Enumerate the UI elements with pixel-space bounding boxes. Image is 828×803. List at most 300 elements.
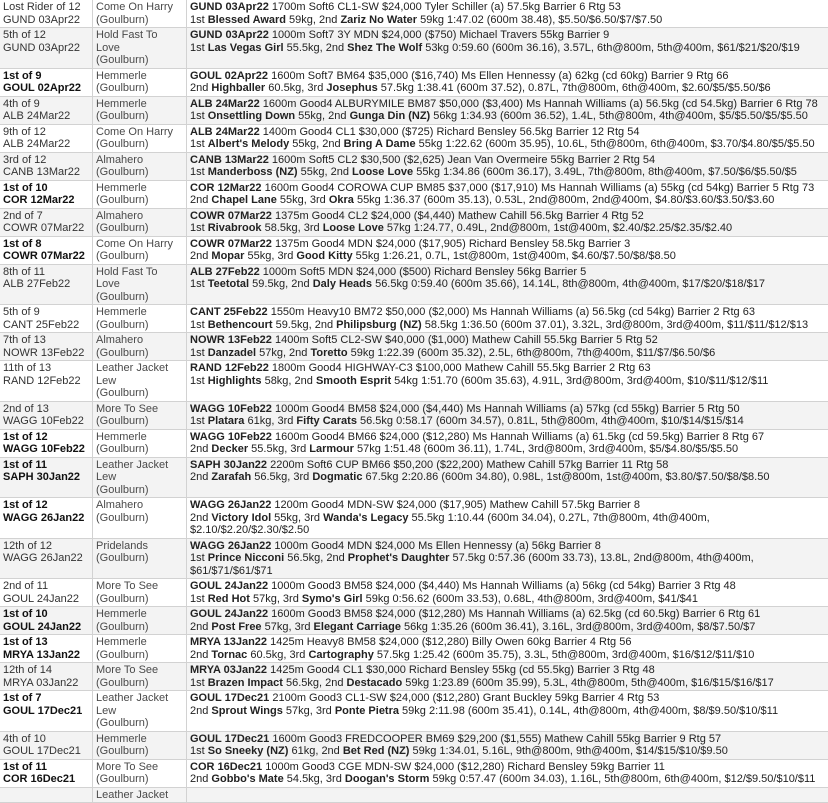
race-placings xyxy=(190,14,825,27)
placing-prefix: 2nd xyxy=(190,649,211,661)
horse-cell xyxy=(93,28,187,69)
trainer-location: (Goulburn) xyxy=(96,222,183,235)
finish-cell xyxy=(0,759,93,787)
finish-position: 5th of 9 xyxy=(3,306,89,319)
race-info xyxy=(190,580,825,593)
finish-cell xyxy=(0,68,93,96)
race-result-details: 55kg 1:36.37 (600m 35.13), 0.53L, 2nd@800m, 2nd@400m, $4.80/$3.60/$3.50/$3.60 xyxy=(354,194,774,206)
horse-name-link[interactable]: Almahero xyxy=(96,210,183,223)
race-placings xyxy=(190,82,825,95)
race-info xyxy=(190,692,825,705)
placed-horse-2: Larmour xyxy=(309,443,354,455)
placing-prefix: 2nd xyxy=(190,471,211,483)
race-placings xyxy=(190,278,825,291)
form-row xyxy=(0,401,828,429)
placing-middle: 55kg, 3rd xyxy=(244,250,296,262)
placed-horse-1: Sprout Wings xyxy=(211,705,282,717)
race-track-date: GOUL 02Apr22 xyxy=(190,70,268,82)
race-cell xyxy=(187,124,828,152)
race-result-details: 67.5kg 2:20.86 (600m 34.80), 0.98L, 1st@800m, 1st@400m, $3.80/$7.50/$8/$8.50 xyxy=(362,471,769,483)
trainer-location: (Goulburn) xyxy=(96,415,183,428)
finish-position: 1st of 11 xyxy=(3,459,89,472)
race-result-details: 58.5kg 1:36.50 (600m 37.01), 3.32L, 3rd@800m, 3rd@400m, $11/$11/$12/$13 xyxy=(422,319,808,331)
race-cell xyxy=(187,759,828,787)
form-row xyxy=(0,787,828,803)
horse-name-link[interactable]: Pridelands xyxy=(96,540,183,553)
track-date: WAGG 10Feb22 xyxy=(3,443,89,456)
finish-cell xyxy=(0,96,93,124)
race-details: 1600m Good3 BM58 $24,000 ($12,280) Ms Hannah Williams (a) 62.5kg (cd 60.5kg) Barrier 6 Rtg 61 xyxy=(268,608,760,620)
finish-position: 3rd of 12 xyxy=(3,154,89,167)
placing-prefix: 1st xyxy=(190,347,208,359)
track-date: GUND 03Apr22 xyxy=(3,42,89,55)
race-details: 1000m Good4 MDN $24,000 Ms Ellen Hennessy (a) 56kg Barrier 8 xyxy=(271,540,601,552)
horse-cell xyxy=(93,0,187,28)
placed-horse-1: Tornac xyxy=(211,649,247,661)
finish-cell xyxy=(0,236,93,264)
race-track-date: NOWR 13Feb22 xyxy=(190,334,272,346)
horse-name-link[interactable]: Hemmerle xyxy=(96,306,183,319)
finish-cell xyxy=(0,361,93,402)
trainer-location: (Goulburn) xyxy=(96,773,183,786)
race-result-details: 57.5kg 1:38.41 (600m 37.52), 0.87L, 7th@800m, 6th@400m, $2.60/$5/$5.50/$6 xyxy=(378,82,771,94)
placed-horse-2: Loose Love xyxy=(323,222,384,234)
race-info xyxy=(190,70,825,83)
track-date: COR 16Dec21 xyxy=(3,773,89,786)
track-date: GUND 03Apr22 xyxy=(3,14,89,27)
form-row xyxy=(0,333,828,361)
trainer-location: (Goulburn) xyxy=(96,319,183,332)
trainer-location: (Goulburn) xyxy=(96,512,183,525)
race-details: 1600m Good4 BM66 $24,000 ($12,280) Ms Hannah Williams (a) 61.5kg (cd 59.5kg) Barrier 8 Rtg 67 xyxy=(272,431,764,443)
trainer-location: (Goulburn) xyxy=(96,717,183,730)
horse-cell xyxy=(93,96,187,124)
placed-horse-2: Loose Love xyxy=(352,166,413,178)
trainer-location: (Goulburn) xyxy=(96,138,183,151)
horse-cell xyxy=(93,208,187,236)
race-info xyxy=(190,182,825,195)
race-details: 1425m Good4 CL1 $30,000 Richard Bensley 55kg (cd 55.5kg) Barrier 3 Rtg 48 xyxy=(267,664,655,676)
horse-cell xyxy=(93,787,187,803)
horse-cell xyxy=(93,68,187,96)
race-info xyxy=(190,431,825,444)
race-info xyxy=(190,1,825,14)
horse-cell xyxy=(93,180,187,208)
trainer-location: (Goulburn) xyxy=(96,621,183,634)
race-result-details: 54kg 1:51.70 (600m 35.63), 4.91L, 3rd@800m, 3rd@400m, $10/$11/$12/$11 xyxy=(391,375,768,387)
race-details: 1375m Good4 CL2 $24,000 ($4,440) Mathew Cahill 56.5kg Barrier 4 Rtg 52 xyxy=(272,210,644,222)
placed-horse-2: Wanda's Legacy xyxy=(323,512,408,524)
horse-name-link[interactable]: Hemmerle xyxy=(96,70,183,83)
track-date: WAGG 26Jan22 xyxy=(3,552,89,565)
race-info xyxy=(190,761,825,774)
horse-cell xyxy=(93,361,187,402)
track-date: GOUL 02Apr22 xyxy=(3,82,89,95)
race-placings xyxy=(190,745,825,758)
track-date: ALB 24Mar22 xyxy=(3,138,89,151)
placing-middle: 58kg, 2nd xyxy=(262,375,316,387)
race-track-date: ALB 24Mar22 xyxy=(190,126,260,138)
race-result-details: 55.5kg 1:10.44 (600m 34.04), 0.27L, 7th@800m, 4th@400m, xyxy=(408,512,709,524)
race-details: 1000m Soft7 3Y MDN $24,000 ($750) Michael Travers 55kg Barrier 9 xyxy=(269,29,609,41)
horse-name-link[interactable]: Leather Jacket Lew xyxy=(96,362,183,387)
horse-cell xyxy=(93,579,187,607)
horse-name-link[interactable]: More To See xyxy=(96,761,183,774)
placing-middle: 57kg, 3rd xyxy=(262,621,314,633)
horse-cell xyxy=(93,264,187,305)
race-placings xyxy=(190,621,825,634)
horse-name-link[interactable]: Hold Fast To Love xyxy=(96,266,183,291)
race-track-date: GOUL 24Jan22 xyxy=(190,580,268,592)
race-placings xyxy=(190,42,825,55)
trainer-location: (Goulburn) xyxy=(96,110,183,123)
horse-name-link[interactable]: Leather Jacket Lew xyxy=(96,459,183,484)
horse-name-link[interactable]: Hemmerle xyxy=(96,733,183,746)
trainer-location: (Goulburn) xyxy=(96,387,183,400)
horse-cell xyxy=(93,498,187,539)
race-track-date: GOUL 17Dec21 xyxy=(190,733,269,745)
race-placings xyxy=(190,250,825,263)
race-placings xyxy=(190,649,825,662)
horse-name-link[interactable]: More To See xyxy=(96,664,183,677)
placing-middle: 60.5kg, 3rd xyxy=(247,649,308,661)
race-track-date: GUND 03Apr22 xyxy=(190,29,269,41)
race-track-date: RAND 12Feb22 xyxy=(190,362,269,374)
finish-position: 2nd of 11 xyxy=(3,580,89,593)
race-result-details: 59kg 0:56.62 (600m 33.53), 0.68L, 4th@800m, 3rd@400m, $41/$41 xyxy=(363,593,698,605)
horse-name-link[interactable]: Almahero xyxy=(96,334,183,347)
placed-horse-1: Danzadel xyxy=(208,347,256,359)
race-info xyxy=(190,334,825,347)
placing-prefix: 1st xyxy=(190,745,208,757)
horse-name-link[interactable]: Hemmerle xyxy=(96,182,183,195)
track-date: WAGG 10Feb22 xyxy=(3,415,89,428)
finish-position: 2nd of 7 xyxy=(3,210,89,223)
finish-position: 4th of 9 xyxy=(3,98,89,111)
placing-prefix: 1st xyxy=(190,278,208,290)
race-details: 1000m Soft5 MDN $24,000 ($500) Richard Bensley 56kg Barrier 5 xyxy=(260,266,587,278)
race-result-details: 59kg 0:57.47 (600m 34.03), 1.16L, 5th@800m, 6th@400m, $12/$9.50/$10/$11 xyxy=(429,773,815,785)
track-date: GOUL 24Jan22 xyxy=(3,593,89,606)
placed-horse-2: Josephus xyxy=(326,82,377,94)
placing-middle: 60.5kg, 3rd xyxy=(265,82,326,94)
placing-prefix: 2nd xyxy=(190,443,211,455)
horse-cell xyxy=(93,607,187,635)
placed-horse-2: Bet Red (NZ) xyxy=(343,745,410,757)
horse-cell xyxy=(93,236,187,264)
placed-horse-1: Las Vegas Girl xyxy=(208,42,284,54)
race-placings xyxy=(190,471,825,484)
placed-horse-1: Onsettling Down xyxy=(208,110,295,122)
race-info xyxy=(190,362,825,375)
finish-cell xyxy=(0,538,93,579)
placing-prefix: 1st xyxy=(190,14,208,26)
placed-horse-2: Dogmatic xyxy=(312,471,362,483)
form-row xyxy=(0,264,828,305)
race-result-details: 59kg 1:34.01, 5.16L, 9th@800m, 9th@400m, $14/$15/$10/$9.50 xyxy=(409,745,727,757)
placing-prefix: 2nd xyxy=(190,621,211,633)
form-row xyxy=(0,124,828,152)
race-details: 1600m Good4 COROWA CUP BM85 $37,000 ($17,910) Ms Hannah Williams (a) 55kg (cd 54kg) Barrier 5 Rtg 73 xyxy=(262,182,815,194)
placing-middle: 55.5kg, 3rd xyxy=(248,443,309,455)
race-details: 1700m Soft6 CL1-SW $24,000 Tyler Schiller (a) 57.5kg Barrier 6 Rtg 53 xyxy=(269,1,621,13)
horse-name-link[interactable]: Come On Harry xyxy=(96,238,183,251)
trainer-location: (Goulburn) xyxy=(96,745,183,758)
placed-horse-1: Red Hot xyxy=(208,593,250,605)
trainer-location: (Goulburn) xyxy=(96,166,183,179)
horse-cell xyxy=(93,759,187,787)
race-cell xyxy=(187,152,828,180)
race-cell xyxy=(187,498,828,539)
race-track-date: COR 12Mar22 xyxy=(190,182,262,194)
placed-horse-1: Highballer xyxy=(211,82,265,94)
race-details: 1600m Soft7 BM64 $35,000 ($16,740) Ms Ellen Hennessy (a) 62kg (cd 60kg) Barrier 9 Rtg 66 xyxy=(268,70,728,82)
placed-horse-1: Rivabrook xyxy=(208,222,262,234)
race-dividends: $61/$71/$61/$71 xyxy=(190,565,825,578)
track-date: CANB 13Mar22 xyxy=(3,166,89,179)
placed-horse-1: Chapel Lane xyxy=(211,194,276,206)
placed-horse-1: So Sneeky (NZ) xyxy=(208,745,289,757)
placing-prefix: 2nd xyxy=(190,194,211,206)
race-details: 1600m Good4 ALBURYMILE BM87 $50,000 ($3,400) Ms Hannah Williams (a) 56.5kg (cd 54.5kg) Barrier 6 Rtg 78 xyxy=(260,98,818,110)
finish-position: 12th of 14 xyxy=(3,664,89,677)
horse-name-link[interactable]: Come On Harry xyxy=(96,1,183,14)
placing-middle: 61kg, 3rd xyxy=(244,415,296,427)
race-placings xyxy=(190,138,825,151)
race-result-details: 57.5kg 1:25.42 (600m 35.75), 3.3L, 5th@800m, 3rd@400m, $16/$12/$11/$10 xyxy=(374,649,755,661)
form-row xyxy=(0,691,828,732)
race-result-details: 56.5kg 0:58.17 (600m 34.57), 0.81L, 5th@800m, 4th@400m, $10/$14/$15/$14 xyxy=(357,415,744,427)
race-track-date: MRYA 03Jan22 xyxy=(190,664,267,676)
track-date: CANT 25Feb22 xyxy=(3,319,89,332)
placed-horse-1: Bethencourt xyxy=(208,319,273,331)
placed-horse-1: Prince Nicconi xyxy=(208,552,284,564)
race-info xyxy=(190,403,825,416)
placed-horse-2: Smooth Esprit xyxy=(316,375,391,387)
race-details: 1800m Good4 HIGHWAY-C3 $100,000 Mathew Cahill 55.5kg Barrier 2 Rtg 63 xyxy=(269,362,651,374)
race-info xyxy=(190,636,825,649)
race-info xyxy=(190,98,825,111)
race-cell xyxy=(187,635,828,663)
horse-cell xyxy=(93,538,187,579)
race-info xyxy=(190,29,825,42)
race-placings xyxy=(190,552,825,565)
placing-prefix: 1st xyxy=(190,110,208,122)
placing-prefix: 2nd xyxy=(190,512,211,524)
horse-name-link[interactable]: Come On Harry xyxy=(96,126,183,139)
race-track-date: WAGG 26Jan22 xyxy=(190,499,271,511)
finish-position: 1st of 13 xyxy=(3,636,89,649)
placing-middle: 57kg, 3rd xyxy=(283,705,335,717)
placing-middle: 61kg, 2nd xyxy=(288,745,342,757)
finish-position: 5th of 12 xyxy=(3,29,89,42)
finish-cell xyxy=(0,457,93,498)
horse-name-link[interactable]: Hemmerle xyxy=(96,636,183,649)
horse-name-link[interactable]: Almahero xyxy=(96,499,183,512)
horse-name-link[interactable]: Hemmerle xyxy=(96,608,183,621)
finish-position: 12th of 12 xyxy=(3,540,89,553)
placing-prefix: 1st xyxy=(190,42,208,54)
track-date: GOUL 24Jan22 xyxy=(3,621,89,634)
race-placings xyxy=(190,415,825,428)
race-cell xyxy=(187,401,828,429)
trainer-location: (Goulburn) xyxy=(96,250,183,263)
placed-horse-2: Bring A Dame xyxy=(344,138,416,150)
race-placings xyxy=(190,593,825,606)
race-result-details: 57.5kg 0:57.36 (600m 33.73), 13.8L, 2nd@800m, 4th@400m, xyxy=(449,552,753,564)
finish-position: 8th of 11 xyxy=(3,266,89,279)
race-cell xyxy=(187,264,828,305)
race-cell xyxy=(187,28,828,69)
track-date: RAND 12Feb22 xyxy=(3,375,89,388)
race-cell xyxy=(187,236,828,264)
horse-name-link[interactable]: Leather Jacket Lew xyxy=(96,692,183,717)
race-cell xyxy=(187,429,828,457)
finish-cell xyxy=(0,264,93,305)
placing-middle: 55kg, 3rd xyxy=(271,512,323,524)
race-result-details: 59kg 1:23.89 (600m 35.99), 5.3L, 4th@800m, 5th@400m, $16/$15/$16/$17 xyxy=(402,677,774,689)
race-details: 1200m Good4 MDN-SW $24,000 ($17,905) Mathew Cahill 57.5kg Barrier 8 xyxy=(271,499,640,511)
finish-cell xyxy=(0,28,93,69)
race-result-details: 59kg 2:11.98 (600m 35.41), 0.14L, 4th@800m, 4th@400m, $8/$9.50/$10/$11 xyxy=(399,705,778,717)
finish-cell xyxy=(0,152,93,180)
placing-middle: 59.5kg, 2nd xyxy=(273,319,337,331)
finish-position: 4th of 10 xyxy=(3,733,89,746)
form-row xyxy=(0,759,828,787)
finish-position: 1st of 12 xyxy=(3,431,89,444)
race-info xyxy=(190,499,825,512)
form-row xyxy=(0,180,828,208)
race-cell xyxy=(187,457,828,498)
race-cell xyxy=(187,0,828,28)
race-cell xyxy=(187,579,828,607)
race-info xyxy=(190,266,825,279)
race-placings xyxy=(190,222,825,235)
form-row xyxy=(0,538,828,579)
placed-horse-1: Gobbo's Mate xyxy=(211,773,283,785)
race-track-date: WAGG 26Jan22 xyxy=(190,540,271,552)
horse-name-link[interactable]: Hold Fast To Love xyxy=(96,29,183,54)
finish-position: 1st of 9 xyxy=(3,70,89,83)
track-date: COWR 07Mar22 xyxy=(3,250,89,263)
race-details: 1600m Soft5 CL2 $30,500 ($2,625) Jean Van Overmeire 55kg Barrier 2 Rtg 54 xyxy=(269,154,655,166)
track-date: COR 12Mar22 xyxy=(3,194,89,207)
placing-middle: 56.5kg, 2nd xyxy=(283,677,347,689)
horse-name-link[interactable]: Leather Jacket xyxy=(96,789,183,802)
placing-middle: 55kg, 2nd xyxy=(295,110,349,122)
finish-position: 1st of 7 xyxy=(3,692,89,705)
placed-horse-1: Teetotal xyxy=(208,278,249,290)
trainer-location: (Goulburn) xyxy=(96,347,183,360)
placed-horse-1: Manderboss (NZ) xyxy=(208,166,298,178)
placing-prefix: 1st xyxy=(190,677,208,689)
form-row xyxy=(0,152,828,180)
form-row xyxy=(0,635,828,663)
trainer-location: (Goulburn) xyxy=(96,14,183,27)
race-track-date: CANT 25Feb22 xyxy=(190,306,268,318)
finish-cell xyxy=(0,180,93,208)
form-row xyxy=(0,208,828,236)
track-date: MRYA 13Jan22 xyxy=(3,649,89,662)
finish-position: 11th of 13 xyxy=(3,362,89,375)
finish-position: 7th of 13 xyxy=(3,334,89,347)
placed-horse-1: Decker xyxy=(211,443,248,455)
finish-position: 9th of 12 xyxy=(3,126,89,139)
finish-cell xyxy=(0,401,93,429)
race-cell xyxy=(187,208,828,236)
race-info xyxy=(190,126,825,139)
placing-prefix: 1st xyxy=(190,138,208,150)
horse-name-link[interactable]: More To See xyxy=(96,580,183,593)
horse-cell xyxy=(93,305,187,333)
horse-cell xyxy=(93,691,187,732)
race-details: 1400m Soft5 CL2-SW $40,000 ($1,000) Mathew Cahill 55.5kg Barrier 5 Rtg 52 xyxy=(272,334,658,346)
placing-middle: 56.5kg, 2nd xyxy=(284,552,348,564)
race-result-details: 56kg 1:35.26 (600m 36.41), 3.16L, 3rd@800m, 3rd@400m, $8/$7.50/$7 xyxy=(401,621,755,633)
race-result-details: 55kg 1:34.86 (600m 36.17), 3.49L, 7th@800m, 8th@400m, $7.50/$6/$5.50/$5 xyxy=(413,166,797,178)
form-row xyxy=(0,0,828,28)
race-placings xyxy=(190,773,825,786)
placed-horse-2: Doogan's Storm xyxy=(345,773,430,785)
race-placings xyxy=(190,677,825,690)
race-details: 1375m Good4 MDN $24,000 ($17,905) Richard Bensley 58.5kg Barrier 3 xyxy=(272,238,630,250)
horse-name-link[interactable]: Hemmerle xyxy=(96,431,183,444)
placed-horse-2: Gunga Din (NZ) xyxy=(350,110,431,122)
horse-name-link[interactable]: Hemmerle xyxy=(96,98,183,111)
placing-middle: 54.5kg, 3rd xyxy=(284,773,345,785)
race-info xyxy=(190,664,825,677)
finish-position: Lost Rider of 12 xyxy=(3,1,89,14)
race-result-details: 56kg 1:34.93 (600m 36.52), 1.4L, 5th@800m, 4th@400m, $5/$5.50/$5/$5.50 xyxy=(430,110,808,122)
finish-cell xyxy=(0,498,93,539)
finish-cell xyxy=(0,787,93,803)
placed-horse-1: Highlights xyxy=(208,375,262,387)
race-info xyxy=(190,540,825,553)
track-date: GOUL 17Dec21 xyxy=(3,705,89,718)
trainer-location: (Goulburn) xyxy=(96,593,183,606)
placing-prefix: 2nd xyxy=(190,705,211,717)
horse-name-link[interactable]: Almahero xyxy=(96,154,183,167)
form-row xyxy=(0,28,828,69)
race-cell xyxy=(187,333,828,361)
form-row xyxy=(0,457,828,498)
race-cell xyxy=(187,68,828,96)
race-track-date: ALB 27Feb22 xyxy=(190,266,260,278)
form-row xyxy=(0,236,828,264)
race-placings xyxy=(190,194,825,207)
horse-cell xyxy=(93,731,187,759)
form-row xyxy=(0,96,828,124)
track-date: GOUL 17Dec21 xyxy=(3,745,89,758)
race-track-date: GOUL 24Jan22 xyxy=(190,608,268,620)
finish-position: 2nd of 13 xyxy=(3,403,89,416)
placed-horse-1: Mopar xyxy=(211,250,244,262)
trainer-location: (Goulburn) xyxy=(96,443,183,456)
finish-cell xyxy=(0,731,93,759)
form-row xyxy=(0,68,828,96)
trainer-location: (Goulburn) xyxy=(96,291,183,304)
finish-position: 1st of 10 xyxy=(3,182,89,195)
race-details: 1000m Good3 BM58 $24,000 ($4,440) Ms Hannah Williams (a) 56kg (cd 54kg) Barrier 3 Rtg 48 xyxy=(268,580,736,592)
horse-name-link[interactable]: More To See xyxy=(96,403,183,416)
race-details: 1550m Heavy10 BM72 $50,000 ($2,000) Ms Hannah Williams (a) 56.5kg (cd 54kg) Barrier 2 Rtg 63 xyxy=(268,306,755,318)
placed-horse-1: Zarafah xyxy=(211,471,251,483)
race-details: 1600m Good3 FREDCOOPER BM69 $29,200 ($1,555) Mathew Cahill 55kg Barrier 9 Rtg 57 xyxy=(269,733,721,745)
race-track-date: MRYA 13Jan22 xyxy=(190,636,267,648)
placing-prefix: 2nd xyxy=(190,82,211,94)
race-track-date: GUND 03Apr22 xyxy=(190,1,269,13)
placed-horse-1: Post Free xyxy=(211,621,261,633)
